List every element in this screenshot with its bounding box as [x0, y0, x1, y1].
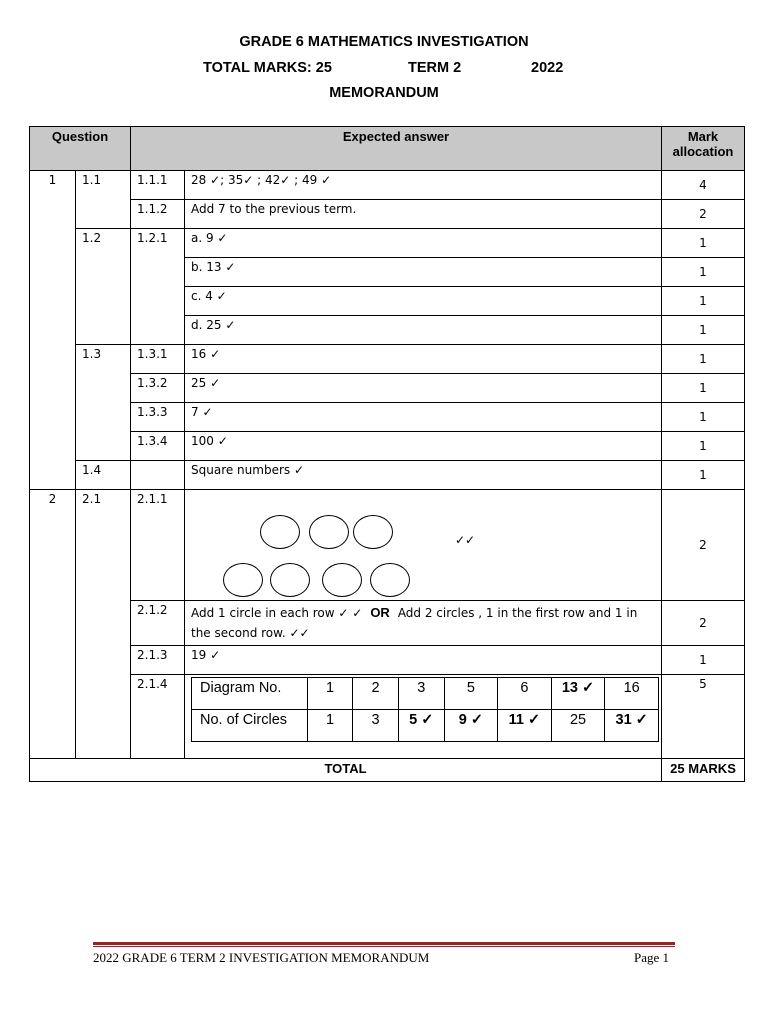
answer-cell: c. 4 ✓ [185, 287, 662, 316]
table-row [30, 490, 745, 601]
circle-pattern-diagram [185, 490, 661, 600]
number-of-circles-row [192, 710, 659, 742]
answer-cell: Square numbers ✓ [185, 461, 662, 490]
mark-cell: 1 [662, 432, 745, 461]
item-code: 2.1.2 [131, 601, 185, 646]
number-of-circles-label: No. of Circles [192, 710, 308, 742]
mark-cell: 2 [662, 490, 745, 601]
item-code: 1.3.1 [131, 345, 185, 374]
answer-cell: 28 ✓; 35✓ ; 42✓ ; 49 ✓ [185, 171, 662, 200]
header-expected-answer: Expected answer [131, 127, 662, 171]
subquestion-number: 1.2 [76, 229, 131, 345]
table-row [30, 229, 745, 258]
mark-cell: 1 [662, 403, 745, 432]
mark-cell: 2 [662, 601, 745, 646]
subquestion-number: 1.4 [76, 461, 131, 490]
diagram-number-label: Diagram No. [192, 678, 308, 710]
table-row [30, 171, 745, 200]
answer-cell: 25 ✓ [185, 374, 662, 403]
item-code: 2.1.1 [131, 490, 185, 601]
table-cell: 11 ✓ [498, 710, 552, 742]
item-code: 1.2.1 [131, 229, 185, 345]
answer-cell: 16 ✓ [185, 345, 662, 374]
item-code: 2.1.4 [131, 675, 185, 759]
table-cell: 1 [307, 710, 353, 742]
table-row [30, 432, 745, 461]
answer-cell [185, 675, 662, 759]
total-row [30, 759, 745, 782]
table-row [30, 345, 745, 374]
item-code: 1.3.4 [131, 432, 185, 461]
table-header-row [30, 127, 745, 171]
year-label: 2022 [531, 60, 564, 76]
mark-cell: 1 [662, 258, 745, 287]
mark-cell: 1 [662, 646, 745, 675]
mark-cell: 1 [662, 461, 745, 490]
table-row [30, 200, 745, 229]
item-code: 2.1.3 [131, 646, 185, 675]
table-cell: 13 ✓ [551, 678, 605, 710]
mark-cell: 1 [662, 345, 745, 374]
question-number: 2 [30, 490, 76, 759]
memorandum-table [29, 126, 745, 782]
answer-option-a: Add 1 circle in each row ✓ ✓ [191, 606, 363, 620]
item-code: 1.1.1 [131, 171, 185, 200]
table-cell: 5 [444, 678, 497, 710]
table-cell: 1 [307, 678, 353, 710]
document-title: GRADE 6 MATHEMATICS INVESTIGATION [239, 34, 529, 50]
answer-cell: 19 ✓ [185, 646, 662, 675]
table-row [30, 675, 745, 759]
memorandum-subtitle: MEMORANDUM [329, 85, 439, 101]
answer-cell: Add 7 to the previous term. [185, 200, 662, 229]
table-cell: 9 ✓ [444, 710, 497, 742]
table-cell: 25 [551, 710, 605, 742]
circle-shape [322, 563, 362, 597]
footer-divider [93, 942, 675, 945]
table-cell: 31 ✓ [605, 710, 659, 742]
table-cell: 6 [498, 678, 552, 710]
total-label: TOTAL [30, 759, 662, 782]
footer-page-number: Page 1 [634, 950, 670, 965]
mark-cell: 1 [662, 316, 745, 345]
header-info-line [0, 60, 768, 80]
item-code: 1.1.2 [131, 200, 185, 229]
tick-marks: ✓✓ [455, 533, 476, 547]
mark-cell: 1 [662, 229, 745, 258]
footer-divider-thin [93, 946, 675, 947]
answer-option-b: Add 2 circles , 1 in the first row and 1 in the second row. ✓✓ [191, 606, 638, 640]
item-code: 1.3.2 [131, 374, 185, 403]
header-question: Question [30, 127, 131, 171]
mark-cell: 4 [662, 171, 745, 200]
answer-cell: a. 9 ✓ [185, 229, 662, 258]
table-row [30, 646, 745, 675]
total-marks: 25 MARKS [662, 759, 745, 782]
table-row [30, 461, 745, 490]
diagram-number-row [192, 678, 659, 710]
circle-shape [270, 563, 310, 597]
answer-cell [185, 490, 662, 601]
footer-document-name: 2022 GRADE 6 TERM 2 INVESTIGATION MEMORANDUM [93, 950, 430, 965]
table-row [30, 601, 745, 646]
mark-cell: 1 [662, 374, 745, 403]
total-marks-label: TOTAL MARKS: 25 [203, 60, 332, 76]
circle-shape [353, 515, 393, 549]
header-mark-allocation: Mark allocation [662, 127, 745, 171]
circle-shape [370, 563, 410, 597]
answer-cell: 100 ✓ [185, 432, 662, 461]
table-cell: 3 [353, 710, 399, 742]
subquestion-number: 2.1 [76, 490, 131, 759]
circle-shape [260, 515, 300, 549]
answer-cell: b. 13 ✓ [185, 258, 662, 287]
item-code: 1.3.3 [131, 403, 185, 432]
answer-cell [185, 601, 662, 646]
table-cell: 2 [353, 678, 399, 710]
question-number: 1 [30, 171, 76, 490]
diagram-circles-table [191, 677, 659, 742]
circle-shape [223, 563, 263, 597]
mark-cell: 2 [662, 200, 745, 229]
answer-cell: 7 ✓ [185, 403, 662, 432]
table-cell: 3 [398, 678, 444, 710]
mark-cell: 5 [662, 675, 745, 759]
term-label: TERM 2 [408, 60, 462, 76]
item-code [131, 461, 185, 490]
subquestion-number: 1.3 [76, 345, 131, 461]
table-cell: 5 ✓ [398, 710, 444, 742]
or-label: OR [370, 605, 390, 620]
table-row [30, 403, 745, 432]
circle-shape [309, 515, 349, 549]
mark-cell: 1 [662, 287, 745, 316]
table-cell: 16 [605, 678, 659, 710]
table-row [30, 374, 745, 403]
answer-cell: d. 25 ✓ [185, 316, 662, 345]
subquestion-number: 1.1 [76, 171, 131, 229]
